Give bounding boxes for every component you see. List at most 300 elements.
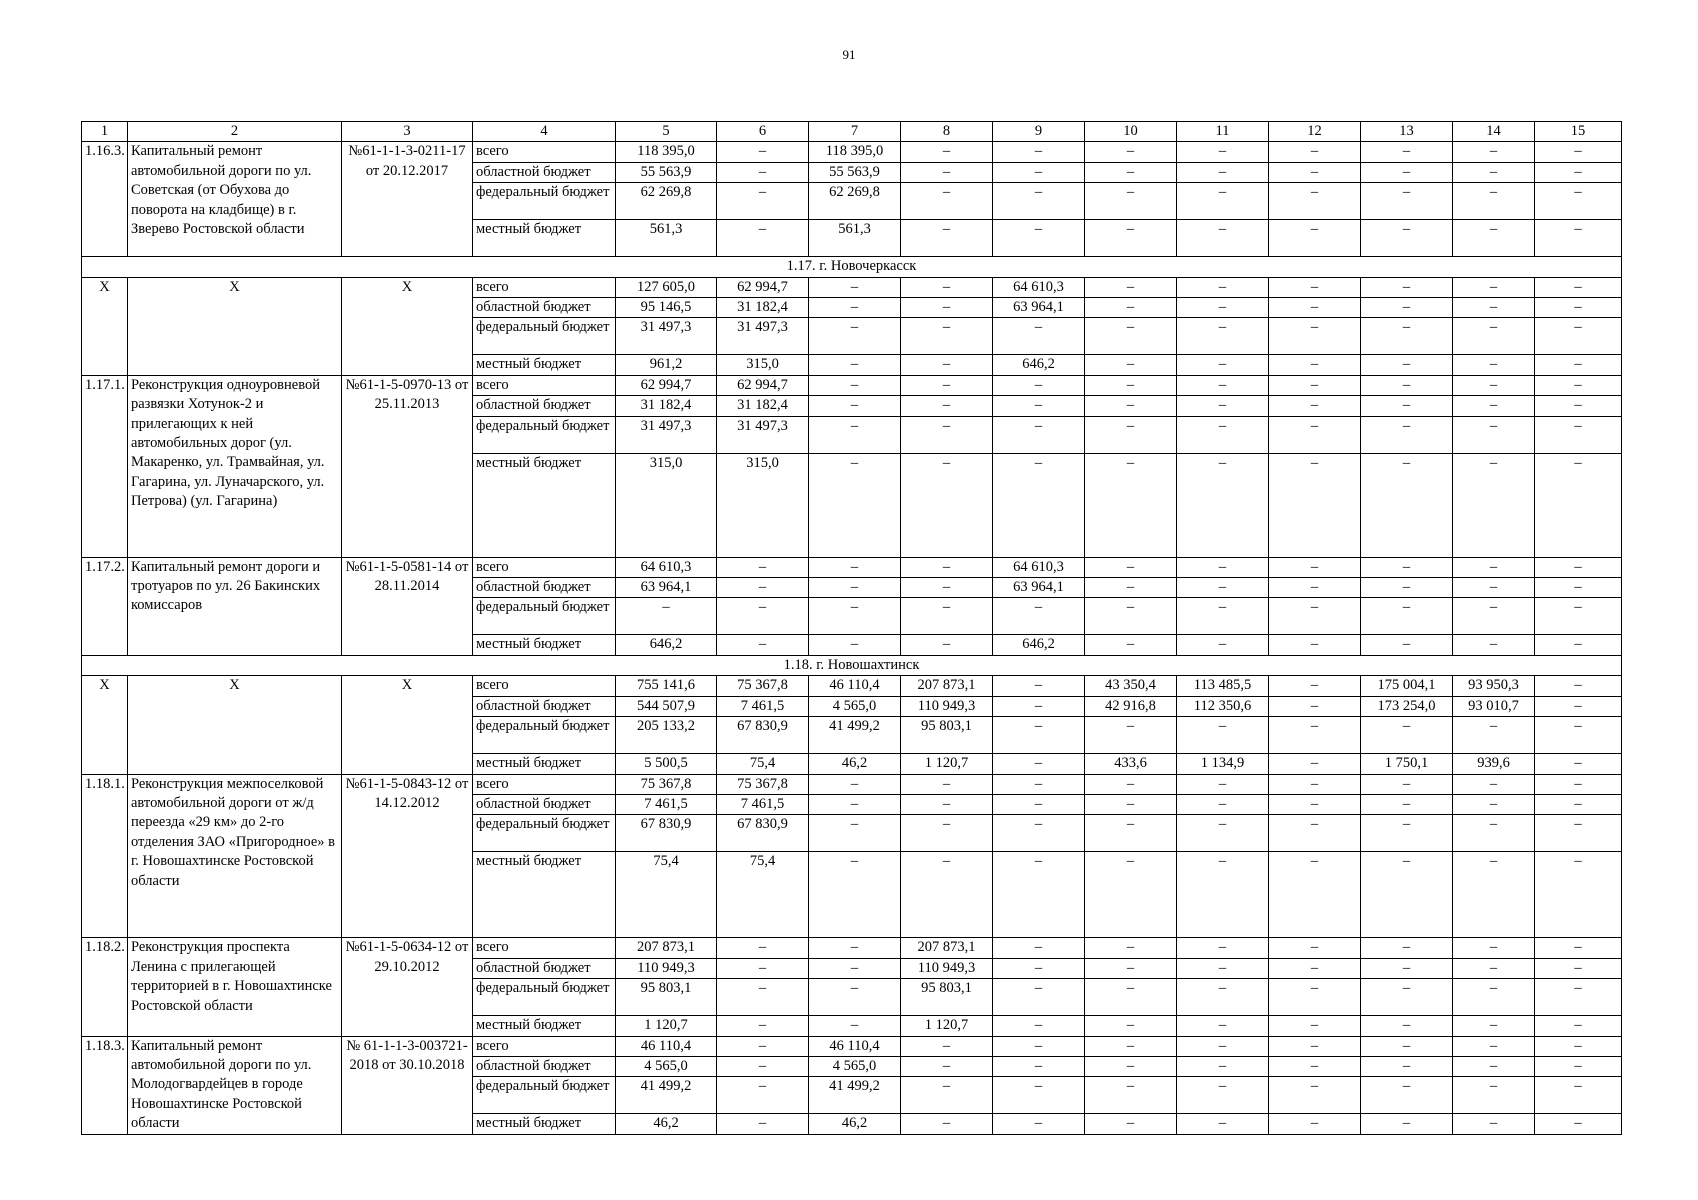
amount-cell: – xyxy=(1453,1077,1535,1114)
table-row xyxy=(82,557,1622,577)
amount-cell: – xyxy=(1177,979,1269,1016)
amount-cell: 31 497,3 xyxy=(616,416,717,453)
amount-cell: 561,3 xyxy=(809,220,901,257)
amount-cell: – xyxy=(1177,557,1269,577)
funding-source: областной бюджет xyxy=(473,794,616,814)
amount-cell: – xyxy=(1535,1077,1622,1114)
funding-source: местный бюджет xyxy=(473,1114,616,1134)
amount-cell: – xyxy=(901,557,993,577)
amount-cell: – xyxy=(1085,578,1177,598)
amount-cell: – xyxy=(993,318,1085,355)
amount-cell: – xyxy=(1453,220,1535,257)
amount-cell: 315,0 xyxy=(616,453,717,557)
amount-cell: – xyxy=(1269,635,1361,655)
amount-cell: 646,2 xyxy=(993,355,1085,375)
amount-cell: – xyxy=(1269,416,1361,453)
amount-cell: 1 120,7 xyxy=(901,754,993,774)
column-number-header: 8 xyxy=(901,122,993,142)
amount-cell: – xyxy=(901,375,993,395)
funding-source: местный бюджет xyxy=(473,355,616,375)
amount-cell: – xyxy=(1361,453,1453,557)
amount-cell: – xyxy=(1269,162,1361,182)
amount-cell: – xyxy=(809,396,901,416)
amount-cell: 62 994,7 xyxy=(717,375,809,395)
amount-cell: 31 497,3 xyxy=(616,318,717,355)
amount-cell: – xyxy=(993,1036,1085,1056)
amount-cell: – xyxy=(901,578,993,598)
amount-cell: – xyxy=(717,578,809,598)
amount-cell: – xyxy=(1453,1016,1535,1036)
amount-cell: – xyxy=(717,220,809,257)
item-number: 1.18.2. xyxy=(82,938,128,1036)
amount-cell: – xyxy=(809,938,901,958)
amount-cell: 75,4 xyxy=(616,852,717,938)
amount-cell: – xyxy=(1269,774,1361,794)
amount-cell: – xyxy=(901,142,993,162)
amount-cell: – xyxy=(1361,958,1453,978)
funding-source: областной бюджет xyxy=(473,396,616,416)
item-document: Х xyxy=(342,676,473,774)
amount-cell: 113 485,5 xyxy=(1177,676,1269,696)
amount-cell: – xyxy=(901,453,993,557)
funding-source: всего xyxy=(473,375,616,395)
amount-cell: 55 563,9 xyxy=(809,162,901,182)
amount-cell: – xyxy=(993,754,1085,774)
amount-cell: – xyxy=(1535,958,1622,978)
item-name: Реконструкция межпоселковой автомобильной дороги от ж/д переезда «29 км» до 2-го отделения ЗАО «Пригородное» в г. Новошахтинске Ростовской области xyxy=(128,774,342,938)
funding-source: всего xyxy=(473,938,616,958)
amount-cell: – xyxy=(809,774,901,794)
amount-cell: 205 133,2 xyxy=(616,717,717,754)
amount-cell: – xyxy=(1361,557,1453,577)
amount-cell: – xyxy=(1085,396,1177,416)
item-name: Х xyxy=(128,676,342,774)
amount-cell: – xyxy=(717,1114,809,1134)
amount-cell: 127 605,0 xyxy=(616,277,717,297)
amount-cell: – xyxy=(993,598,1085,635)
amount-cell: – xyxy=(809,1016,901,1036)
amount-cell: – xyxy=(1535,1114,1622,1134)
amount-cell: – xyxy=(1535,979,1622,1016)
amount-cell: – xyxy=(809,416,901,453)
amount-cell: – xyxy=(1085,794,1177,814)
amount-cell: – xyxy=(993,794,1085,814)
amount-cell: 63 964,1 xyxy=(993,578,1085,598)
amount-cell: 315,0 xyxy=(717,355,809,375)
amount-cell: – xyxy=(901,318,993,355)
column-number-header: 2 xyxy=(128,122,342,142)
amount-cell: 755 141,6 xyxy=(616,676,717,696)
amount-cell: – xyxy=(1535,375,1622,395)
amount-cell: 62 994,7 xyxy=(717,277,809,297)
column-number-header: 3 xyxy=(342,122,473,142)
column-number-header: 4 xyxy=(473,122,616,142)
amount-cell: 75 367,8 xyxy=(616,774,717,794)
amount-cell: – xyxy=(717,162,809,182)
amount-cell: 315,0 xyxy=(717,453,809,557)
table-row xyxy=(82,1036,1622,1056)
amount-cell: – xyxy=(1535,815,1622,852)
amount-cell: – xyxy=(993,183,1085,220)
amount-cell: – xyxy=(1535,162,1622,182)
table-row xyxy=(82,774,1622,794)
amount-cell: – xyxy=(1361,355,1453,375)
funding-source: областной бюджет xyxy=(473,578,616,598)
amount-cell: – xyxy=(1453,183,1535,220)
amount-cell: 646,2 xyxy=(993,635,1085,655)
amount-cell: – xyxy=(993,416,1085,453)
amount-cell: – xyxy=(1177,794,1269,814)
amount-cell: – xyxy=(1177,355,1269,375)
amount-cell: – xyxy=(1269,852,1361,938)
amount-cell: 75,4 xyxy=(717,852,809,938)
funding-source: местный бюджет xyxy=(473,754,616,774)
funding-source: местный бюджет xyxy=(473,220,616,257)
amount-cell: – xyxy=(901,635,993,655)
amount-cell: – xyxy=(809,557,901,577)
amount-cell: 64 610,3 xyxy=(616,557,717,577)
amount-cell: 93 010,7 xyxy=(1453,696,1535,716)
amount-cell: – xyxy=(1085,1036,1177,1056)
amount-cell: 64 610,3 xyxy=(993,277,1085,297)
item-document: №61-1-5-0970-13 от 25.11.2013 xyxy=(342,375,473,557)
amount-cell: 42 916,8 xyxy=(1085,696,1177,716)
amount-cell: 173 254,0 xyxy=(1361,696,1453,716)
amount-cell: 75 367,8 xyxy=(717,774,809,794)
amount-cell: – xyxy=(1269,557,1361,577)
amount-cell: 67 830,9 xyxy=(717,717,809,754)
amount-cell: – xyxy=(1177,416,1269,453)
amount-cell: – xyxy=(901,298,993,318)
amount-cell: 46,2 xyxy=(809,754,901,774)
amount-cell: – xyxy=(1177,1077,1269,1114)
amount-cell: – xyxy=(1085,938,1177,958)
amount-cell: – xyxy=(901,794,993,814)
amount-cell: – xyxy=(901,162,993,182)
amount-cell: – xyxy=(1535,277,1622,297)
funding-source: федеральный бюджет xyxy=(473,717,616,754)
section-title: 1.17. г. Новочеркасск xyxy=(82,257,1622,277)
column-number-header: 6 xyxy=(717,122,809,142)
amount-cell: – xyxy=(1085,142,1177,162)
amount-cell: – xyxy=(1269,355,1361,375)
amount-cell: 93 950,3 xyxy=(1453,676,1535,696)
funding-source: всего xyxy=(473,142,616,162)
amount-cell: – xyxy=(993,220,1085,257)
funding-source: местный бюджет xyxy=(473,453,616,557)
amount-cell: – xyxy=(1535,416,1622,453)
amount-cell: – xyxy=(1535,1016,1622,1036)
amount-cell: – xyxy=(1177,298,1269,318)
amount-cell: 67 830,9 xyxy=(616,815,717,852)
section-row xyxy=(82,257,1622,277)
item-number: 1.18.3. xyxy=(82,1036,128,1134)
amount-cell: 95 803,1 xyxy=(616,979,717,1016)
amount-cell: – xyxy=(1361,938,1453,958)
amount-cell: – xyxy=(1177,1056,1269,1076)
amount-cell: – xyxy=(809,794,901,814)
funding-source: федеральный бюджет xyxy=(473,318,616,355)
funding-source: всего xyxy=(473,774,616,794)
amount-cell: – xyxy=(1361,396,1453,416)
amount-cell: – xyxy=(809,635,901,655)
item-number: 1.16.3. xyxy=(82,142,128,257)
amount-cell: – xyxy=(1453,1036,1535,1056)
amount-cell: – xyxy=(717,938,809,958)
amount-cell: – xyxy=(901,1114,993,1134)
amount-cell: – xyxy=(1085,557,1177,577)
amount-cell: – xyxy=(1269,183,1361,220)
amount-cell: – xyxy=(1269,696,1361,716)
amount-cell: – xyxy=(901,396,993,416)
amount-cell: 7 461,5 xyxy=(717,794,809,814)
amount-cell: – xyxy=(809,852,901,938)
amount-cell: – xyxy=(1361,277,1453,297)
amount-cell: – xyxy=(809,277,901,297)
funding-source: федеральный бюджет xyxy=(473,815,616,852)
amount-cell: – xyxy=(1361,1114,1453,1134)
amount-cell: – xyxy=(1177,277,1269,297)
amount-cell: – xyxy=(1085,1114,1177,1134)
amount-cell: – xyxy=(1535,1056,1622,1076)
amount-cell: – xyxy=(901,1056,993,1076)
amount-cell: 1 750,1 xyxy=(1361,754,1453,774)
amount-cell: 46,2 xyxy=(809,1114,901,1134)
amount-cell: 939,6 xyxy=(1453,754,1535,774)
amount-cell: – xyxy=(717,183,809,220)
amount-cell: 62 994,7 xyxy=(616,375,717,395)
amount-cell: – xyxy=(1085,277,1177,297)
item-name: Капитальный ремонт автомобильной дороги по ул. Советская (от Обухова до поворота на кладбище) в г. Зверево Ростовской области xyxy=(128,142,342,257)
amount-cell: 95 803,1 xyxy=(901,979,993,1016)
column-number-header: 9 xyxy=(993,122,1085,142)
amount-cell: 67 830,9 xyxy=(717,815,809,852)
column-number-header: 7 xyxy=(809,122,901,142)
amount-cell: – xyxy=(1361,183,1453,220)
amount-cell: – xyxy=(993,1016,1085,1036)
amount-cell: – xyxy=(1269,598,1361,635)
item-name: Х xyxy=(128,277,342,375)
amount-cell: 62 269,8 xyxy=(616,183,717,220)
amount-cell: – xyxy=(1269,676,1361,696)
amount-cell: – xyxy=(1453,852,1535,938)
amount-cell: – xyxy=(1269,1114,1361,1134)
amount-cell: – xyxy=(1085,1056,1177,1076)
amount-cell: – xyxy=(1453,162,1535,182)
amount-cell: – xyxy=(1085,774,1177,794)
amount-cell: – xyxy=(1177,717,1269,754)
column-number-header: 12 xyxy=(1269,122,1361,142)
amount-cell: – xyxy=(809,453,901,557)
amount-cell: – xyxy=(1269,298,1361,318)
amount-cell: 63 964,1 xyxy=(993,298,1085,318)
amount-cell: – xyxy=(1177,142,1269,162)
item-number: 1.17.1. xyxy=(82,375,128,557)
amount-cell: 55 563,9 xyxy=(616,162,717,182)
amount-cell: – xyxy=(1361,774,1453,794)
amount-cell: – xyxy=(1453,557,1535,577)
amount-cell: – xyxy=(809,578,901,598)
amount-cell: – xyxy=(1453,375,1535,395)
funding-source: областной бюджет xyxy=(473,696,616,716)
amount-cell: – xyxy=(1269,142,1361,162)
amount-cell: – xyxy=(717,958,809,978)
amount-cell: – xyxy=(901,815,993,852)
amount-cell: – xyxy=(901,852,993,938)
amount-cell: – xyxy=(1453,416,1535,453)
amount-cell: – xyxy=(1535,453,1622,557)
item-name: Капитальный ремонт дороги и тротуаров по ул. 26 Бакинских комиссаров xyxy=(128,557,342,655)
amount-cell: – xyxy=(993,396,1085,416)
amount-cell: – xyxy=(1085,717,1177,754)
amount-cell: – xyxy=(1535,1036,1622,1056)
amount-cell: 41 499,2 xyxy=(809,717,901,754)
amount-cell: – xyxy=(1361,375,1453,395)
amount-cell: 7 461,5 xyxy=(717,696,809,716)
amount-cell: – xyxy=(1269,1077,1361,1114)
amount-cell: – xyxy=(993,979,1085,1016)
amount-cell: – xyxy=(1535,142,1622,162)
amount-cell: – xyxy=(717,1077,809,1114)
column-number-header: 1 xyxy=(82,122,128,142)
funding-source: областной бюджет xyxy=(473,1056,616,1076)
amount-cell: 1 134,9 xyxy=(1177,754,1269,774)
funding-source: областной бюджет xyxy=(473,958,616,978)
amount-cell: – xyxy=(1535,754,1622,774)
amount-cell: 46 110,4 xyxy=(616,1036,717,1056)
column-number-header: 13 xyxy=(1361,122,1453,142)
item-name: Реконструкция одноуровневой развязки Хотунок-2 и прилегающих к ней автомобильных дорог (ул. Макаренко, ул. Трамвайная, ул. Гагарина, ул. Луначарского, ул. Петрова) (ул. Гагарина) xyxy=(128,375,342,557)
amount-cell: – xyxy=(1453,958,1535,978)
amount-cell: 561,3 xyxy=(616,220,717,257)
item-document: №61-1-1-3-0211-17 от 20.12.2017 xyxy=(342,142,473,257)
amount-cell: – xyxy=(809,598,901,635)
amount-cell: – xyxy=(993,453,1085,557)
amount-cell: 43 350,4 xyxy=(1085,676,1177,696)
amount-cell: – xyxy=(901,416,993,453)
amount-cell: – xyxy=(1269,958,1361,978)
amount-cell: – xyxy=(1361,598,1453,635)
amount-cell: 31 182,4 xyxy=(717,396,809,416)
funding-source: областной бюджет xyxy=(473,162,616,182)
amount-cell: 31 182,4 xyxy=(717,298,809,318)
amount-cell: – xyxy=(809,375,901,395)
amount-cell: – xyxy=(1085,375,1177,395)
amount-cell: 1 120,7 xyxy=(901,1016,993,1036)
amount-cell: – xyxy=(993,142,1085,162)
amount-cell: 63 964,1 xyxy=(616,578,717,598)
amount-cell: – xyxy=(1535,220,1622,257)
item-number: 1.17.2. xyxy=(82,557,128,655)
funding-source: всего xyxy=(473,277,616,297)
amount-cell: – xyxy=(1453,774,1535,794)
amount-cell: – xyxy=(1453,318,1535,355)
amount-cell: – xyxy=(1453,815,1535,852)
amount-cell: – xyxy=(1177,162,1269,182)
amount-cell: 41 499,2 xyxy=(809,1077,901,1114)
amount-cell: 46 110,4 xyxy=(809,1036,901,1056)
amount-cell: – xyxy=(993,717,1085,754)
item-document: №61-1-5-0634-12 от 29.10.2012 xyxy=(342,938,473,1036)
funding-source: всего xyxy=(473,676,616,696)
amount-cell: – xyxy=(1453,1114,1535,1134)
amount-cell: – xyxy=(1085,318,1177,355)
amount-cell: 31 497,3 xyxy=(717,318,809,355)
amount-cell: – xyxy=(1177,1016,1269,1036)
funding-source: федеральный бюджет xyxy=(473,979,616,1016)
amount-cell: – xyxy=(1453,1056,1535,1076)
amount-cell: – xyxy=(993,696,1085,716)
amount-cell: – xyxy=(1177,1114,1269,1134)
amount-cell: – xyxy=(1085,162,1177,182)
amount-cell: 207 873,1 xyxy=(901,676,993,696)
amount-cell: 110 949,3 xyxy=(616,958,717,978)
amount-cell: – xyxy=(1535,557,1622,577)
amount-cell: – xyxy=(993,938,1085,958)
amount-cell: – xyxy=(1535,696,1622,716)
amount-cell: – xyxy=(1361,1077,1453,1114)
amount-cell: – xyxy=(1177,453,1269,557)
amount-cell: – xyxy=(1361,635,1453,655)
amount-cell: – xyxy=(809,355,901,375)
table-row xyxy=(82,676,1622,696)
column-number-header: 14 xyxy=(1453,122,1535,142)
amount-cell: 112 350,6 xyxy=(1177,696,1269,716)
amount-cell: – xyxy=(1361,220,1453,257)
amount-cell: – xyxy=(1453,578,1535,598)
amount-cell: – xyxy=(1085,220,1177,257)
amount-cell: 961,2 xyxy=(616,355,717,375)
item-number: Х xyxy=(82,277,128,375)
item-document: №61-1-5-0581-14 от 28.11.2014 xyxy=(342,557,473,655)
item-document: №61-1-5-0843-12 от 14.12.2012 xyxy=(342,774,473,938)
amount-cell: – xyxy=(1177,635,1269,655)
amount-cell: – xyxy=(1361,852,1453,938)
amount-cell: – xyxy=(1269,220,1361,257)
amount-cell: 118 395,0 xyxy=(809,142,901,162)
section-row xyxy=(82,655,1622,675)
amount-cell: – xyxy=(993,958,1085,978)
amount-cell: – xyxy=(1085,183,1177,220)
amount-cell: 207 873,1 xyxy=(616,938,717,958)
amount-cell: – xyxy=(1177,1036,1269,1056)
amount-cell: 46 110,4 xyxy=(809,676,901,696)
amount-cell: – xyxy=(1361,1016,1453,1036)
table-row xyxy=(82,277,1622,297)
item-name: Капитальный ремонт автомобильной дороги по ул. Молодогвардейцев в городе Новошахтинске Ростовской области xyxy=(128,1036,342,1134)
amount-cell: – xyxy=(1177,815,1269,852)
amount-cell: – xyxy=(1269,396,1361,416)
amount-cell: – xyxy=(1453,717,1535,754)
amount-cell: – xyxy=(1535,183,1622,220)
amount-cell: – xyxy=(1535,938,1622,958)
amount-cell: – xyxy=(1535,676,1622,696)
amount-cell: – xyxy=(1177,375,1269,395)
amount-cell: – xyxy=(1085,416,1177,453)
amount-cell: – xyxy=(993,676,1085,696)
funding-source: федеральный бюджет xyxy=(473,416,616,453)
amount-cell: – xyxy=(1177,598,1269,635)
amount-cell: – xyxy=(1453,277,1535,297)
item-number: 1.18.1. xyxy=(82,774,128,938)
amount-cell: – xyxy=(1453,396,1535,416)
amount-cell: – xyxy=(1535,598,1622,635)
amount-cell: 41 499,2 xyxy=(616,1077,717,1114)
amount-cell: – xyxy=(1453,938,1535,958)
amount-cell: – xyxy=(993,774,1085,794)
amount-cell: – xyxy=(616,598,717,635)
column-number-header: 15 xyxy=(1535,122,1622,142)
